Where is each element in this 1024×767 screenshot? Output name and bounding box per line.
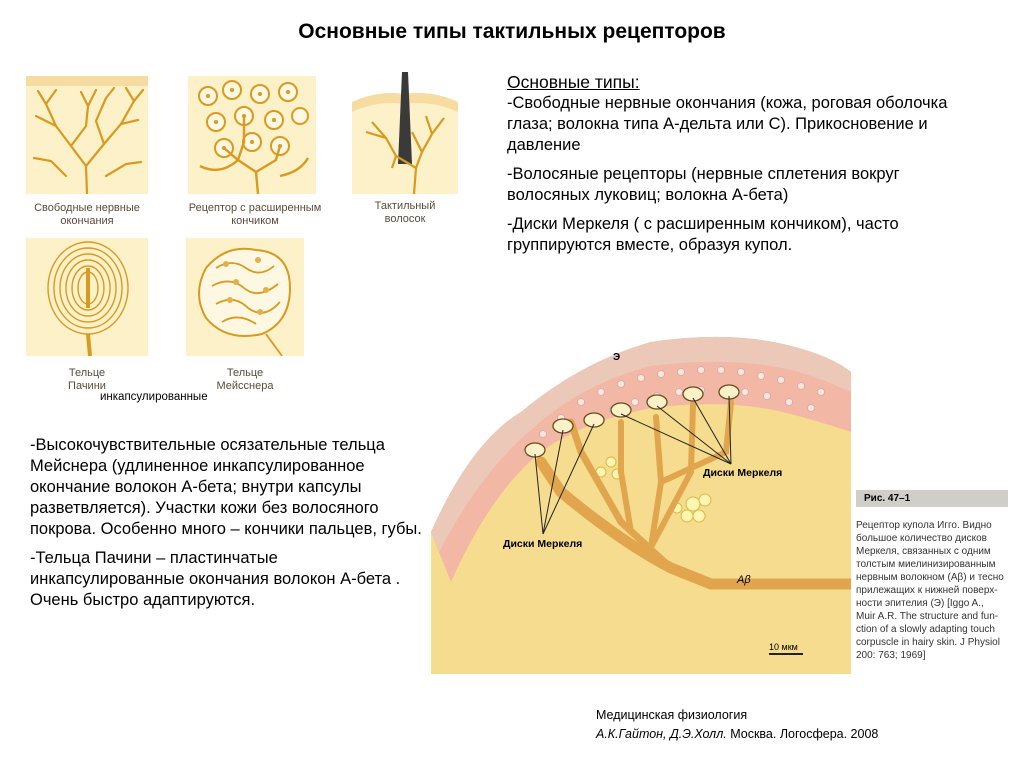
thumbnail-caption: Тельце Пачини (68, 367, 106, 392)
thumbnail-meissner (186, 238, 304, 394)
meissner-corpuscle-illustration (186, 238, 304, 356)
pacinian-corpuscle-illustration (26, 238, 148, 356)
figure-caption-text: Рецептор купола Игго. Видно большое количество дисков Меркеля, связанных с одним толстым миелинизированным нервным волокном (Aβ) и тесно прилежащих к нижней поверх- ности эпителия (Э) [Iggo A., Muir A.R. The structure and fun- ction of a slowly adapting touch corpuscle in hairy skin. J Physiol 200: 763; 1969] (856, 520, 1004, 661)
reference-title: Медицинская физиология (596, 708, 748, 722)
free-nerve-endings-illustration (26, 76, 148, 194)
thumbnail-caption: Тактильный волосок (374, 200, 436, 225)
thumbnail-caption: Тельце Мейсснера (216, 367, 274, 392)
scale-label: 10 мкм (769, 642, 798, 652)
thumbnail-pacinian (26, 238, 148, 394)
type-item: -Волосяные рецепторы (нервные сплетения вокруг волосяных луковиц; волокна А-бета) (507, 165, 900, 204)
types-text-block (507, 72, 967, 264)
epithelium-label: Э (613, 352, 621, 363)
source-reference (596, 706, 878, 744)
expanded-tip-illustration (180, 76, 330, 194)
figure-caption (856, 490, 1008, 662)
thumbnail-caption: Свободные нервные окончания (34, 202, 140, 227)
pacinian-description: -Тельца Пачини – пластинчатые инкапсулированные окончания волокон А-бета . Очень быстро адаптируются. (30, 549, 401, 609)
thumbnail-tactile-hair (352, 72, 458, 234)
merkel-discs-label-left: Диски Меркеля (503, 538, 583, 550)
types-heading: Основные типы: (507, 72, 640, 92)
type-item: -Свободные нервные окончания (кожа, роговая оболочка глаза; волокна типа А-дельта или С). Прикосновение и давление (507, 94, 948, 154)
fiber-label: Aβ (737, 574, 751, 586)
type-item: -Диски Меркеля ( с расширенным кончиком), часто группируются вместе, образуя купол. (507, 215, 899, 254)
meissner-description: -Высокочувствительные осязательные тельца Мейснера (удлиненное инкапсулированное окончание волокон А-бета; внутри капсулы разветвляется). Участки кожи без волосяного покрова. Особенно много – кончики пальцев, губы. (30, 436, 422, 538)
thumbnail-expanded-tip (180, 76, 330, 234)
iggo-dome-diagram (431, 322, 851, 674)
reference-citation: А.К.Гайтон, Д.Э.Холл. Москва. Логосфера. 2008 (596, 727, 879, 741)
figure-number: Рис. 47–1 (856, 490, 1008, 507)
merkel-discs-label-right: Диски Меркеля (703, 467, 783, 479)
thumbnail-caption: Рецептор с расширенным кончиком (188, 202, 322, 227)
thumbnail-free-nerve-endings (26, 76, 148, 234)
encapsulated-text-block (30, 435, 428, 619)
encapsulated-label: инкапсулированные (100, 391, 208, 403)
tactile-hair-illustration (352, 72, 458, 194)
page-title: Основные типы тактильных рецепторов (298, 20, 726, 43)
iggo-dome-illustration (431, 322, 851, 674)
